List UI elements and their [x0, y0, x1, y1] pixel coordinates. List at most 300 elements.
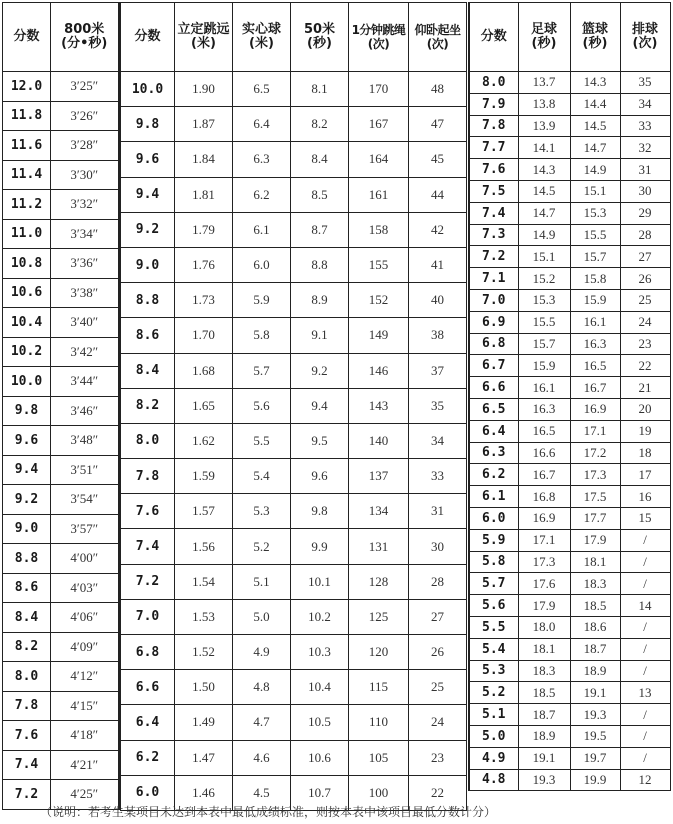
value-cell: 1.52	[175, 635, 233, 670]
value-cell: 8.7	[291, 212, 349, 247]
value-cell: 9.8	[291, 494, 349, 529]
score-cell: 10.6	[3, 278, 51, 308]
value-cell: 1.87	[175, 107, 233, 142]
value-cell: 15	[620, 507, 670, 529]
value-cell: 17.6	[518, 573, 570, 595]
table-row	[121, 388, 467, 423]
value-cell: 44	[409, 177, 467, 212]
value-cell: 18.7	[570, 638, 620, 660]
score-cell: 5.6	[469, 595, 518, 617]
value-cell: 4.8	[233, 670, 291, 705]
score-cell: 10.4	[3, 308, 51, 338]
value-cell: 14.1	[518, 137, 570, 159]
value-cell: /	[620, 660, 670, 682]
value-cell: 41	[409, 247, 467, 282]
value-cell: 26	[620, 268, 670, 290]
value-cell: 14.4	[570, 93, 620, 115]
value-cell: 32	[620, 137, 670, 159]
value-cell: 22	[409, 775, 467, 810]
value-cell: 18.1	[570, 551, 620, 573]
value-cell: 1.79	[175, 212, 233, 247]
value-cell: 16	[620, 486, 670, 508]
score-cell: 6.6	[121, 670, 175, 705]
table-header-row	[469, 3, 670, 72]
value-cell: 30	[409, 529, 467, 564]
table-row	[3, 219, 119, 249]
score-cell: 7.1	[469, 268, 518, 290]
value-cell: 8.1	[291, 72, 349, 107]
value-cell: 4′00″	[51, 544, 119, 574]
score-cell: 7.8	[121, 459, 175, 494]
table-row	[469, 529, 670, 551]
table-row	[3, 455, 119, 485]
value-cell: 30	[620, 180, 670, 202]
value-cell: 5.0	[233, 599, 291, 634]
value-cell: 31	[620, 159, 670, 181]
table-row	[469, 660, 670, 682]
score-cell: 10.0	[3, 367, 51, 397]
table-row	[121, 177, 467, 212]
score-cell: 7.6	[469, 159, 518, 181]
table-row	[3, 278, 119, 308]
value-cell: 1.76	[175, 247, 233, 282]
value-cell: 115	[349, 670, 409, 705]
table-row	[469, 595, 670, 617]
score-cell: 6.1	[469, 486, 518, 508]
value-cell: 18	[620, 442, 670, 464]
value-cell: 5.3	[233, 494, 291, 529]
value-cell: 5.2	[233, 529, 291, 564]
value-cell: 128	[349, 564, 409, 599]
value-cell: 12	[620, 769, 670, 791]
table-row	[3, 72, 119, 102]
value-cell: 164	[349, 142, 409, 177]
value-cell: 17.9	[570, 529, 620, 551]
value-cell: 15.9	[518, 355, 570, 377]
value-cell: 15.5	[570, 224, 620, 246]
value-cell: 4′09″	[51, 632, 119, 662]
column-header: 50米 (秒)	[291, 3, 349, 72]
value-cell: 3′44″	[51, 367, 119, 397]
value-cell: 33	[409, 459, 467, 494]
column-header: 立定跳远 (米)	[175, 3, 233, 72]
table-row	[469, 725, 670, 747]
score-cell: 7.6	[3, 721, 51, 751]
score-cell: 7.8	[469, 115, 518, 137]
score-cell: 10.2	[3, 337, 51, 367]
table-row	[121, 599, 467, 634]
value-cell: 10.4	[291, 670, 349, 705]
value-cell: 1.53	[175, 599, 233, 634]
column-header: 1分钟跳绳 (次)	[349, 3, 409, 72]
score-cell: 11.0	[3, 219, 51, 249]
score-cell: 6.7	[469, 355, 518, 377]
table-row	[121, 564, 467, 599]
score-cell: 9.8	[121, 107, 175, 142]
table-row	[469, 616, 670, 638]
value-cell: 27	[409, 599, 467, 634]
score-cell: 5.9	[469, 529, 518, 551]
value-cell: 27	[620, 246, 670, 268]
value-cell: 17.1	[518, 529, 570, 551]
score-cell: 6.0	[121, 775, 175, 810]
value-cell: 23	[409, 740, 467, 775]
value-cell: 4′03″	[51, 573, 119, 603]
value-cell: 47	[409, 107, 467, 142]
value-cell: 1.68	[175, 353, 233, 388]
value-cell: 5.8	[233, 318, 291, 353]
value-cell: 14.5	[570, 115, 620, 137]
value-cell: 17.3	[518, 551, 570, 573]
table-row	[121, 353, 467, 388]
table-row	[469, 682, 670, 704]
table-row	[3, 632, 119, 662]
value-cell: 105	[349, 740, 409, 775]
score-cell: 5.4	[469, 638, 518, 660]
value-cell: 120	[349, 635, 409, 670]
table-row	[469, 551, 670, 573]
value-cell: 48	[409, 72, 467, 107]
value-cell: 125	[349, 599, 409, 634]
value-cell: 1.56	[175, 529, 233, 564]
score-cell: 8.4	[121, 353, 175, 388]
value-cell: 4′15″	[51, 691, 119, 721]
score-cell: 11.2	[3, 190, 51, 220]
table-row	[3, 426, 119, 456]
value-cell: 4.7	[233, 705, 291, 740]
value-cell: 17.1	[570, 420, 620, 442]
table-row	[469, 311, 670, 333]
value-cell: 10.1	[291, 564, 349, 599]
score-cell: 7.4	[469, 202, 518, 224]
value-cell: /	[620, 638, 670, 660]
score-cell: 9.8	[3, 396, 51, 426]
score-cell: 9.0	[3, 514, 51, 544]
table-row	[3, 308, 119, 338]
value-cell: /	[620, 616, 670, 638]
value-cell: 4.6	[233, 740, 291, 775]
table-row	[121, 705, 467, 740]
value-cell: 26	[409, 635, 467, 670]
score-cell: 6.5	[469, 398, 518, 420]
value-cell: 16.9	[570, 398, 620, 420]
score-cell: 5.1	[469, 704, 518, 726]
table-row	[469, 289, 670, 311]
value-cell: 42	[409, 212, 467, 247]
column-header: 篮球 (秒)	[570, 3, 620, 72]
score-cell: 8.6	[3, 573, 51, 603]
value-cell: 6.5	[233, 72, 291, 107]
value-cell: 14.5	[518, 180, 570, 202]
value-cell: 21	[620, 377, 670, 399]
value-cell: 15.9	[570, 289, 620, 311]
value-cell: 17.7	[570, 507, 620, 529]
score-cell: 9.4	[3, 455, 51, 485]
value-cell: 1.81	[175, 177, 233, 212]
table-row	[121, 529, 467, 564]
value-cell: 17.5	[570, 486, 620, 508]
footnote: （说明：若考生某项目未达到本表中最低成绩标准，则按本表中该项目最低分数计分）	[40, 805, 497, 819]
value-cell: 100	[349, 775, 409, 810]
score-cell: 5.7	[469, 573, 518, 595]
table-row	[469, 355, 670, 377]
value-cell: 14.7	[570, 137, 620, 159]
value-cell: 15.2	[518, 268, 570, 290]
score-cell: 6.4	[121, 705, 175, 740]
value-cell: 8.8	[291, 247, 349, 282]
table-row	[469, 93, 670, 115]
score-cell: 6.2	[121, 740, 175, 775]
score-cell: 8.6	[121, 318, 175, 353]
table-row	[469, 573, 670, 595]
score-cell: 9.2	[3, 485, 51, 515]
value-cell: 5.7	[233, 353, 291, 388]
value-cell: 20	[620, 398, 670, 420]
column-header: 分数	[3, 3, 51, 72]
score-cell: 4.8	[469, 769, 518, 791]
value-cell: 15.7	[518, 333, 570, 355]
value-cell: 22	[620, 355, 670, 377]
value-cell: 19	[620, 420, 670, 442]
value-cell: /	[620, 529, 670, 551]
value-cell: 3′38″	[51, 278, 119, 308]
value-cell: 10.7	[291, 775, 349, 810]
score-cell: 7.4	[121, 529, 175, 564]
table-row	[121, 318, 467, 353]
table-row	[469, 333, 670, 355]
value-cell: 4.9	[233, 635, 291, 670]
value-cell: 3′26″	[51, 101, 119, 131]
table-row	[121, 107, 467, 142]
table-row	[121, 459, 467, 494]
value-cell: 4′18″	[51, 721, 119, 751]
value-cell: 10.5	[291, 705, 349, 740]
table-header-row	[121, 3, 467, 72]
score-cell: 6.8	[121, 635, 175, 670]
value-cell: 3′42″	[51, 337, 119, 367]
table-row	[121, 142, 467, 177]
value-cell: 25	[620, 289, 670, 311]
value-cell: 16.8	[518, 486, 570, 508]
value-cell: 6.0	[233, 247, 291, 282]
value-cell: 9.6	[291, 459, 349, 494]
value-cell: 16.1	[518, 377, 570, 399]
score-cell: 9.0	[121, 247, 175, 282]
value-cell: 3′34″	[51, 219, 119, 249]
value-cell: 3′40″	[51, 308, 119, 338]
score-cell: 11.6	[3, 131, 51, 161]
table-row	[469, 224, 670, 246]
value-cell: 3′25″	[51, 72, 119, 102]
score-cell: 7.4	[3, 750, 51, 780]
value-cell: 131	[349, 529, 409, 564]
value-cell: 170	[349, 72, 409, 107]
table-row	[469, 464, 670, 486]
table-row	[469, 638, 670, 660]
value-cell: 14.7	[518, 202, 570, 224]
value-cell: 5.5	[233, 423, 291, 458]
running-800m-table	[2, 2, 120, 810]
score-cell: 8.0	[121, 423, 175, 458]
value-cell: 17.9	[518, 595, 570, 617]
value-cell: 3′36″	[51, 249, 119, 279]
value-cell: 17.3	[570, 464, 620, 486]
value-cell: /	[620, 747, 670, 769]
value-cell: 161	[349, 177, 409, 212]
score-cell: 7.2	[121, 564, 175, 599]
table-row	[469, 268, 670, 290]
value-cell: 10.2	[291, 599, 349, 634]
value-cell: 45	[409, 142, 467, 177]
table-row	[3, 190, 119, 220]
value-cell: 17.2	[570, 442, 620, 464]
value-cell: 15.7	[570, 246, 620, 268]
value-cell: 3′30″	[51, 160, 119, 190]
value-cell: 16.9	[518, 507, 570, 529]
value-cell: 8.4	[291, 142, 349, 177]
value-cell: 18.0	[518, 616, 570, 638]
value-cell: 19.7	[570, 747, 620, 769]
value-cell: 9.5	[291, 423, 349, 458]
table-row	[121, 740, 467, 775]
value-cell: 18.5	[570, 595, 620, 617]
value-cell: 5.6	[233, 388, 291, 423]
value-cell: 1.90	[175, 72, 233, 107]
score-cell: 6.8	[469, 333, 518, 355]
table-row	[3, 249, 119, 279]
value-cell: 16.5	[570, 355, 620, 377]
value-cell: 1.62	[175, 423, 233, 458]
field-events-table	[120, 2, 467, 811]
table-row	[469, 507, 670, 529]
table-row	[3, 573, 119, 603]
column-header: 实心球 (米)	[233, 3, 291, 72]
value-cell: 1.54	[175, 564, 233, 599]
value-cell: 40	[409, 283, 467, 318]
value-cell: 4′21″	[51, 750, 119, 780]
value-cell: 137	[349, 459, 409, 494]
value-cell: 34	[409, 423, 467, 458]
value-cell: 4′12″	[51, 662, 119, 692]
value-cell: 16.1	[570, 311, 620, 333]
value-cell: 23	[620, 333, 670, 355]
value-cell: 13.7	[518, 72, 570, 94]
value-cell: 15.3	[570, 202, 620, 224]
value-cell: 19.9	[570, 769, 620, 791]
value-cell: 15.8	[570, 268, 620, 290]
value-cell: 3′57″	[51, 514, 119, 544]
value-cell: /	[620, 704, 670, 726]
table-row	[469, 442, 670, 464]
table-row	[3, 485, 119, 515]
table-row	[121, 212, 467, 247]
score-cell: 4.9	[469, 747, 518, 769]
value-cell: 29	[620, 202, 670, 224]
value-cell: 8.5	[291, 177, 349, 212]
value-cell: 16.3	[570, 333, 620, 355]
score-cell: 7.2	[3, 780, 51, 810]
table-row	[469, 704, 670, 726]
value-cell: 14.3	[518, 159, 570, 181]
score-cell: 8.4	[3, 603, 51, 633]
value-cell: 6.4	[233, 107, 291, 142]
table-row	[469, 115, 670, 137]
score-cell: 10.0	[121, 72, 175, 107]
table-row	[3, 337, 119, 367]
table-row	[121, 670, 467, 705]
table-row	[469, 180, 670, 202]
value-cell: 140	[349, 423, 409, 458]
value-cell: 1.70	[175, 318, 233, 353]
value-cell: 16.3	[518, 398, 570, 420]
value-cell: 28	[620, 224, 670, 246]
value-cell: 167	[349, 107, 409, 142]
score-cell: 9.6	[121, 142, 175, 177]
table-row	[469, 486, 670, 508]
column-header: 分数	[121, 3, 175, 72]
score-cell: 8.0	[3, 662, 51, 692]
value-cell: 18.7	[518, 704, 570, 726]
table-row	[3, 691, 119, 721]
score-cell: 6.4	[469, 420, 518, 442]
score-cell: 5.0	[469, 725, 518, 747]
score-cell: 11.8	[3, 101, 51, 131]
table-row	[3, 396, 119, 426]
value-cell: 5.1	[233, 564, 291, 599]
table-row	[3, 160, 119, 190]
value-cell: 9.9	[291, 529, 349, 564]
score-cell: 5.8	[469, 551, 518, 573]
value-cell: 1.57	[175, 494, 233, 529]
value-cell: 14.3	[570, 72, 620, 94]
value-cell: 18.5	[518, 682, 570, 704]
value-cell: /	[620, 551, 670, 573]
score-cell: 6.0	[469, 507, 518, 529]
value-cell: 15.1	[570, 180, 620, 202]
score-cell: 7.0	[469, 289, 518, 311]
value-cell: 35	[409, 388, 467, 423]
value-cell: 8.2	[291, 107, 349, 142]
value-cell: 4′25″	[51, 780, 119, 810]
value-cell: 6.1	[233, 212, 291, 247]
score-cell: 7.6	[121, 494, 175, 529]
value-cell: 25	[409, 670, 467, 705]
value-cell: 16.5	[518, 420, 570, 442]
score-cell: 10.8	[3, 249, 51, 279]
value-cell: 1.49	[175, 705, 233, 740]
table-row	[469, 202, 670, 224]
value-cell: /	[620, 725, 670, 747]
score-cell: 9.4	[121, 177, 175, 212]
value-cell: 1.65	[175, 388, 233, 423]
value-cell: 33	[620, 115, 670, 137]
value-cell: 1.73	[175, 283, 233, 318]
value-cell: 18.9	[518, 725, 570, 747]
score-cell: 7.5	[469, 180, 518, 202]
value-cell: 19.3	[570, 704, 620, 726]
table-row	[3, 721, 119, 751]
score-cell: 7.7	[469, 137, 518, 159]
score-cell: 9.2	[121, 212, 175, 247]
value-cell: /	[620, 573, 670, 595]
value-cell: 110	[349, 705, 409, 740]
value-cell: 34	[620, 93, 670, 115]
value-cell: 8.9	[291, 283, 349, 318]
value-cell: 18.6	[570, 616, 620, 638]
score-cell: 8.8	[3, 544, 51, 574]
value-cell: 3′51″	[51, 455, 119, 485]
value-cell: 3′48″	[51, 426, 119, 456]
